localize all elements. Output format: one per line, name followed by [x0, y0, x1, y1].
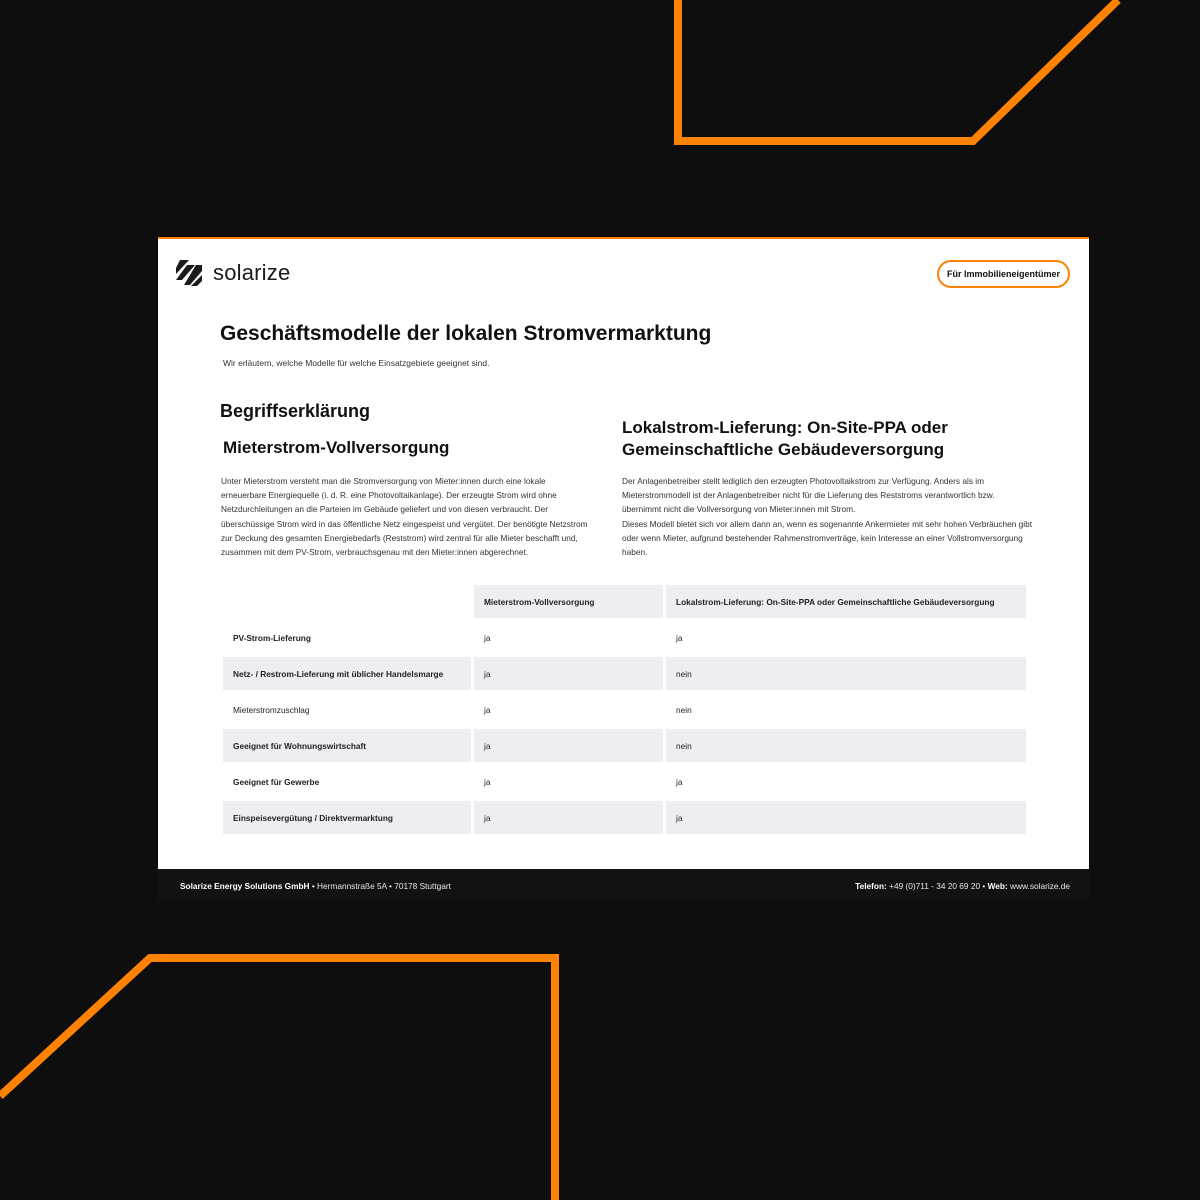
top-right-accent-line — [678, 0, 1118, 141]
row-label: Geeignet für Wohnungswirtschaft — [223, 729, 471, 762]
row-label: Geeignet für Gewerbe — [233, 776, 320, 787]
section-heading: Begriffserklärung — [220, 401, 371, 421]
footer-company-info — [180, 881, 451, 891]
right-column-text: Der Anlagenbetreiber stellt lediglich den erzeugten Photovoltaikstrom zur Verfügung. Anders als im Mieterstrommodell ist der Anlagenbetreiber nicht für die Lieferung des Reststroms verantwortlich bzw. übernimmt nicht die Vollversorgung von Mieter:innen mit Strom. Dieses Modell bietet sich vor allem dann an, wenn es sogenannte Ankermieter mit sehr hohen Verbräuchen gibt oder wenn Mieter, aufgrund bestehender Rahmenstromverträge, kein Interesse an einer Vollstromversorgung haben. — [622, 476, 1033, 558]
footer-web-link[interactable]: www.solarize.de — [1007, 881, 1070, 891]
page-title: Geschäftsmodelle der lokalen Stromvermarktung — [220, 322, 712, 345]
document-page — [158, 237, 1089, 869]
right-column-heading: Lokalstrom-Lieferung: On-Site-PPA oder Gemeinschaftliche Gebäudeversorgung — [622, 418, 948, 460]
table-header-empty — [223, 585, 471, 618]
table-row — [223, 729, 1026, 762]
bottom-left-accent-line — [0, 958, 555, 1200]
row-label: Mieterstromzuschlag — [233, 704, 310, 715]
table-row — [223, 693, 1026, 726]
left-column-text: Unter Mieterstrom versteht man die Stromversorgung von Mieter:innen durch eine lokale erneuerbare Energiequelle (i. d. R. eine Photovoltaikanlage). Der erzeugte Strom wird ohne Netzdurchleitungen an die Parteien im Gebäude geliefert und von diesen verbraucht. Der überschüssige Strom wird in das öffentliche Netz eingespeist und vergütet. Der benötigte Netzstrom zur Deckung des gesamten Energiebedarfs (Reststrom) wird zentral für alle Mieter beschafft und, zusammen mit dem PV-Strom, verbrauchsgenau mit den Mieter:innen abgerechnet. — [221, 476, 588, 558]
cell-lokalstrom: nein — [666, 657, 1026, 690]
row-label: PV-Strom-Lieferung — [233, 632, 311, 643]
cell-mieterstrom: ja — [474, 729, 663, 762]
cell-lokalstrom: ja — [666, 801, 1026, 834]
cell-mieterstrom: ja — [484, 632, 491, 643]
footer-web-label: Web: — [987, 881, 1008, 891]
row-label: Einspeisevergütung / Direktvermarktung — [223, 801, 471, 834]
table-header-row — [223, 585, 1026, 618]
table-row — [223, 765, 1026, 798]
footer-company-name: Solarize Energy Solutions GmbH — [180, 881, 310, 891]
brand-logo[interactable] — [174, 259, 290, 287]
cell-lokalstrom: ja — [676, 776, 683, 787]
cell-mieterstrom: ja — [474, 801, 663, 834]
cell-mieterstrom: ja — [474, 657, 663, 690]
footer-address: • Hermannstraße 5A • 70178 Stuttgart — [309, 881, 451, 891]
cell-lokalstrom: nein — [676, 704, 692, 715]
cell-lokalstrom: nein — [666, 729, 1026, 762]
table-header-mieterstrom: Mieterstrom-Vollversorgung — [474, 585, 663, 618]
comparison-table — [220, 582, 1029, 837]
row-label: Netz- / Restrom-Lieferung mit üblicher Handelsmarge — [223, 657, 471, 690]
table-header-lokalstrom: Lokalstrom-Lieferung: On-Site-PPA oder Gemeinschaftliche Gebäudeversorgung — [666, 585, 1026, 618]
brand-name: solarize — [213, 260, 291, 285]
footer-contact-info — [855, 881, 1070, 891]
left-column-heading: Mieterstrom-Vollversorgung — [223, 438, 450, 457]
cell-mieterstrom: ja — [484, 776, 491, 787]
document-footer — [158, 869, 1089, 901]
footer-phone-label: Telefon: — [855, 881, 887, 891]
footer-phone[interactable]: +49 (0)711 - 34 20 69 20 • — [886, 881, 988, 891]
audience-badge[interactable]: Für Immobilieneigentümer — [937, 260, 1070, 288]
table-row — [223, 621, 1026, 654]
table-row — [223, 801, 1026, 834]
cell-lokalstrom: ja — [676, 632, 683, 643]
solarize-logo-icon — [174, 259, 204, 287]
cell-mieterstrom: ja — [484, 704, 491, 715]
page-subtitle: Wir erläutern, welche Modelle für welche Einsatzgebiete geeignet sind. — [223, 358, 490, 368]
table-row — [223, 657, 1026, 690]
